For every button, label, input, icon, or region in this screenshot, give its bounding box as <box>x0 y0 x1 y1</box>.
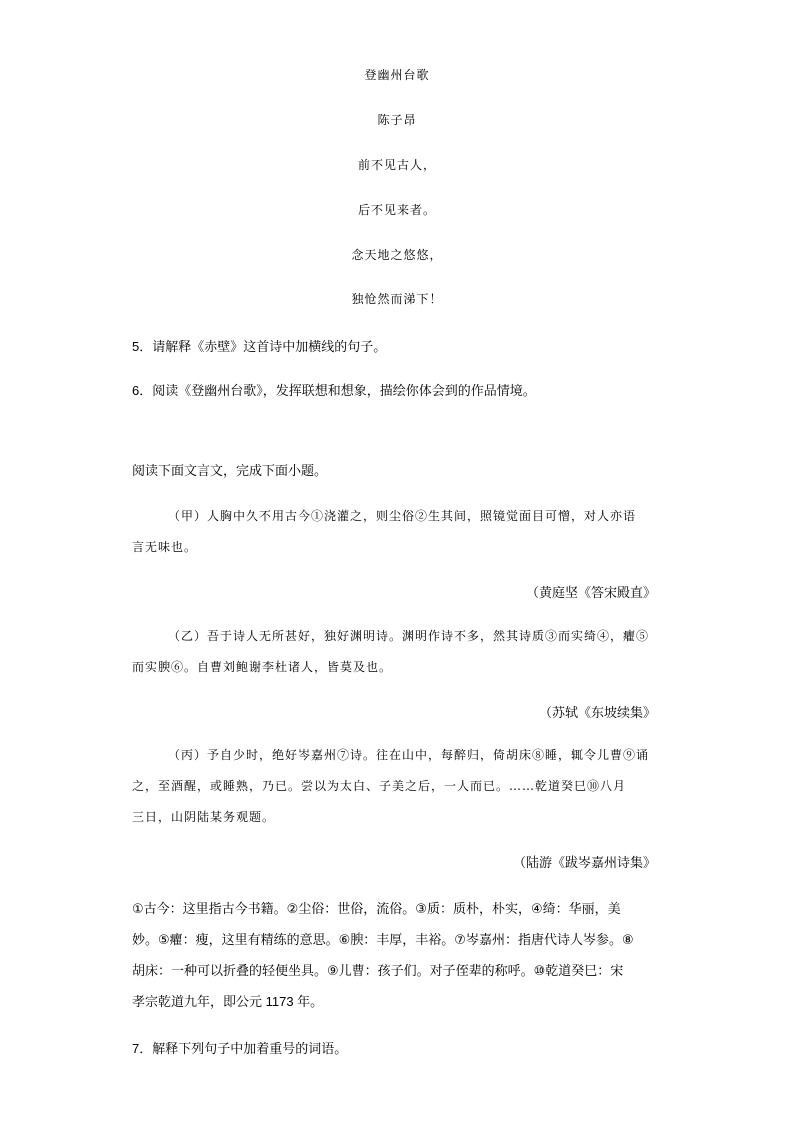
passage-b-line-1: （乙）吾于诗人无所甚好，独好渊明诗。渊明作诗不多，然其诗质③而实绮④，癯⑤ <box>168 629 650 643</box>
passage-c-source: （陆游《跋岑嘉州诗集》 <box>512 855 656 870</box>
question-5: 5．请解释《赤壁》这首诗中加横线的句子。 <box>132 339 387 354</box>
passage-c-line-1: （丙）予自少时，绝好岑嘉州⑦诗。往在山中，每醉归，倚胡床⑧睡，辄令儿曹⑨诵 <box>168 748 650 762</box>
poem-title: 登幽州台歌 <box>364 68 430 82</box>
poem-author: 陈子昂 <box>377 113 417 127</box>
notes-line-3: 胡床：一种可以折叠的轻便坐具。⑨儿曹：孩子们。对子侄辈的称呼。⑩乾道癸巳：宋 <box>132 963 624 978</box>
question-6: 6．阅读《登幽州台歌》，发挥联想和想象，描绘你体会到的作品情境。 <box>132 383 536 398</box>
notes-line-1: ①古今：这里指古今书籍。②尘俗：世俗，流俗。③质：质朴，朴实，④绮：华丽，美 <box>132 901 621 916</box>
reading-instruction: 阅读下面文言文，完成下面小题。 <box>132 463 328 478</box>
question-7: 7．解释下列句子中加着重号的词语。 <box>132 1041 348 1056</box>
passage-a-line-2: 言无味也。 <box>132 540 198 554</box>
notes-line-2: 妙。⑤癯：瘦，这里有精练的意思。⑥腴：丰厚，丰裕。⑦岑嘉州：指唐代诗人岑参。⑧ <box>132 932 634 947</box>
poem-line-3: 念天地之悠悠， <box>351 248 443 262</box>
passage-b-line-2: 而实腴⑥。自曹刘鲍谢李杜诸人，皆莫及也。 <box>132 660 393 674</box>
poem-line-2: 后不见来者。 <box>357 203 436 217</box>
passage-a-line-1: （甲）人胸中久不用古今①浇灌之，则尘俗②生其间，照镜觉面目可憎，对人亦语 <box>168 509 637 523</box>
passage-a-source: （黄庭坚《答宋殿直》 <box>525 585 656 600</box>
passage-b-source: （苏轼《东坡续集》 <box>538 705 656 720</box>
passage-c-line-3: 三日，山阴陆某务观题。 <box>132 810 276 824</box>
poem-line-4: 独怆然而涕下！ <box>351 292 443 306</box>
passage-c-line-2: 之，至酒醒，或睡熟，乃已。尝以为太白、子美之后，一人而已。……乾道癸巳⑩八月 <box>132 779 627 793</box>
notes-line-4: 孝宗乾道九年，即公元 1173 年。 <box>132 994 324 1009</box>
poem-line-1: 前不见古人， <box>357 158 436 172</box>
